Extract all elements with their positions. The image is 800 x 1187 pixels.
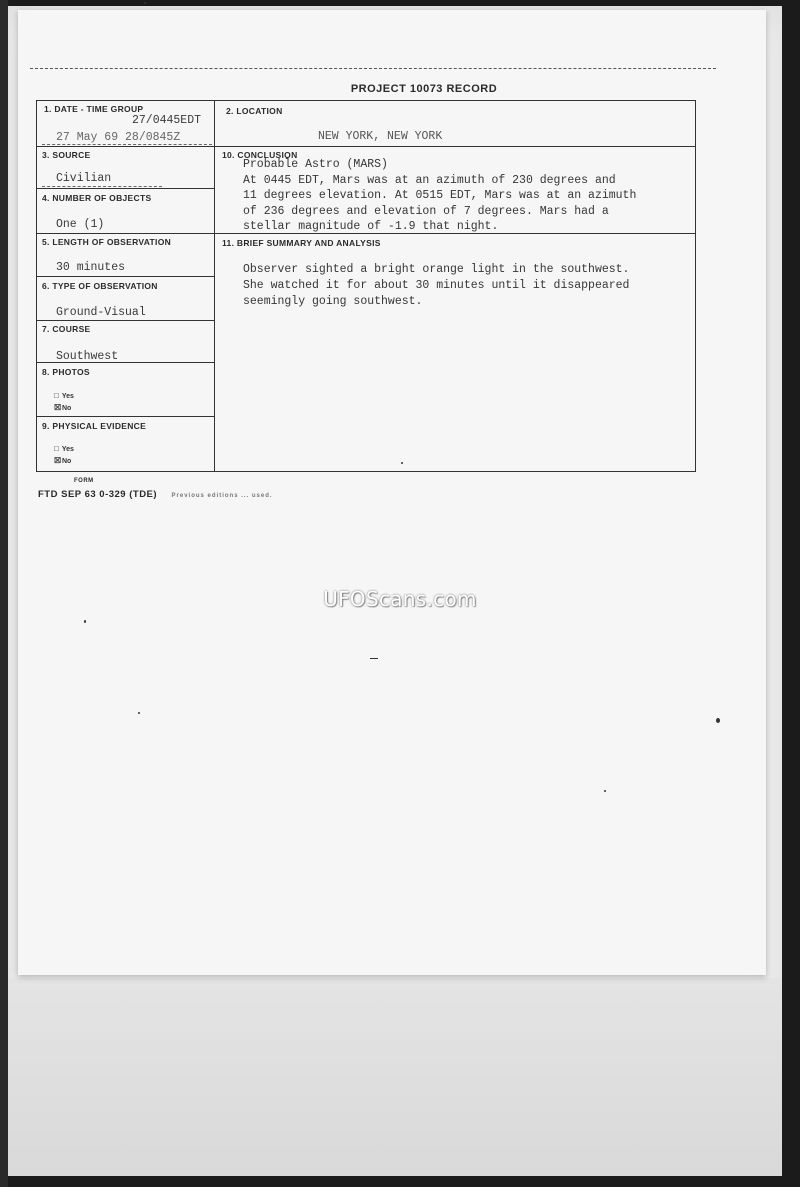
length-label: 5. LENGTH OF OBSERVATION — [42, 237, 172, 247]
evidence-no-checkbox: ☒ — [54, 456, 62, 465]
photos-yes-option — [54, 391, 74, 400]
form-footer — [38, 478, 273, 502]
photos-no-checkbox: ☒ — [54, 403, 62, 412]
column-divider — [214, 100, 215, 472]
footer-previous-editions: Previous editions ... used. — [171, 493, 273, 499]
row-divider-source — [36, 188, 214, 189]
photos-no-label: No — [61, 405, 72, 412]
footer-form-word: FORM — [74, 478, 94, 484]
course-label: 7. COURSE — [42, 324, 91, 334]
row-divider-photos — [36, 416, 214, 417]
source-underline — [42, 186, 162, 187]
location-label: 2. LOCATION — [226, 106, 283, 116]
location-value: NEW YORK, NEW YORK — [318, 130, 443, 143]
physical-evidence-label: 9. PHYSICAL EVIDENCE — [42, 421, 147, 431]
footer-form-id: FTD SEP 63 0-329 (TDE) — [38, 489, 158, 500]
evidence-yes-label: Yes — [61, 446, 74, 453]
conclusion-line: 11 degrees elevation. At 0515 EDT, Mars was at an azimuth — [243, 189, 637, 202]
source-label: 3. SOURCE — [42, 150, 91, 160]
length-value: 30 minutes — [56, 261, 126, 274]
scan-speck — [144, 2, 146, 4]
scan-speck — [84, 620, 86, 623]
summary-line: seemingly going southwest. — [243, 295, 423, 308]
source-value: Civilian — [56, 172, 112, 185]
scan-speck — [604, 790, 606, 792]
summary-label: 11. BRIEF SUMMARY AND ANALYSIS — [222, 238, 381, 248]
photos-yes-label: Yes — [61, 393, 74, 400]
lower-page-shadow — [8, 978, 782, 1176]
watermark: UFOScans.com — [323, 587, 477, 611]
date-time-local: 27/0445EDT — [132, 114, 202, 127]
summary-text — [243, 262, 629, 310]
summary-line: Observer sighted a bright orange light in the southwest. — [243, 263, 630, 276]
photos-yes-checkbox: □ — [54, 391, 59, 400]
observation-type-value: Ground-Visual — [56, 306, 146, 319]
evidence-yes-option — [54, 444, 74, 453]
date-underline — [42, 144, 212, 145]
objects-value: One (1) — [56, 218, 105, 231]
date-time-zulu: 27 May 69 28/0845Z — [56, 131, 181, 144]
objects-label: 4. NUMBER OF OBJECTS — [42, 193, 152, 203]
photos-no-option — [54, 403, 71, 412]
date-time-label: 1. DATE - TIME GROUP — [44, 104, 144, 114]
form-title: PROJECT 10073 RECORD — [350, 83, 498, 95]
row-divider-1 — [36, 146, 696, 147]
conclusion-line: stellar magnitude of -1.9 that night. — [243, 220, 499, 233]
row-divider-type — [36, 320, 214, 321]
scan-speck — [716, 718, 720, 723]
scan-speck — [401, 462, 403, 464]
conclusion-line: of 236 degrees and elevation of 7 degrees. Mars had a — [243, 204, 609, 218]
evidence-yes-checkbox: □ — [54, 444, 59, 453]
conclusion-label: 10. CONCLUSION — [222, 150, 298, 160]
evidence-no-option — [54, 456, 71, 465]
course-value: Southwest — [56, 350, 119, 363]
scan-speck — [370, 658, 378, 659]
summary-line: She watched it for about 30 minutes until it disappeared — [243, 279, 630, 292]
header-rule — [30, 68, 716, 69]
conclusion-line: Probable Astro (MARS) — [243, 158, 388, 171]
conclusion-text — [243, 157, 636, 235]
evidence-no-label: No — [61, 458, 72, 465]
conclusion-line: At 0445 EDT, Mars was at an azimuth of 230 degrees and — [243, 173, 616, 187]
observation-type-label: 6. TYPE OF OBSERVATION — [42, 281, 158, 291]
photos-label: 8. PHOTOS — [42, 367, 90, 377]
row-divider-length — [36, 276, 214, 277]
scan-speck — [138, 712, 140, 714]
